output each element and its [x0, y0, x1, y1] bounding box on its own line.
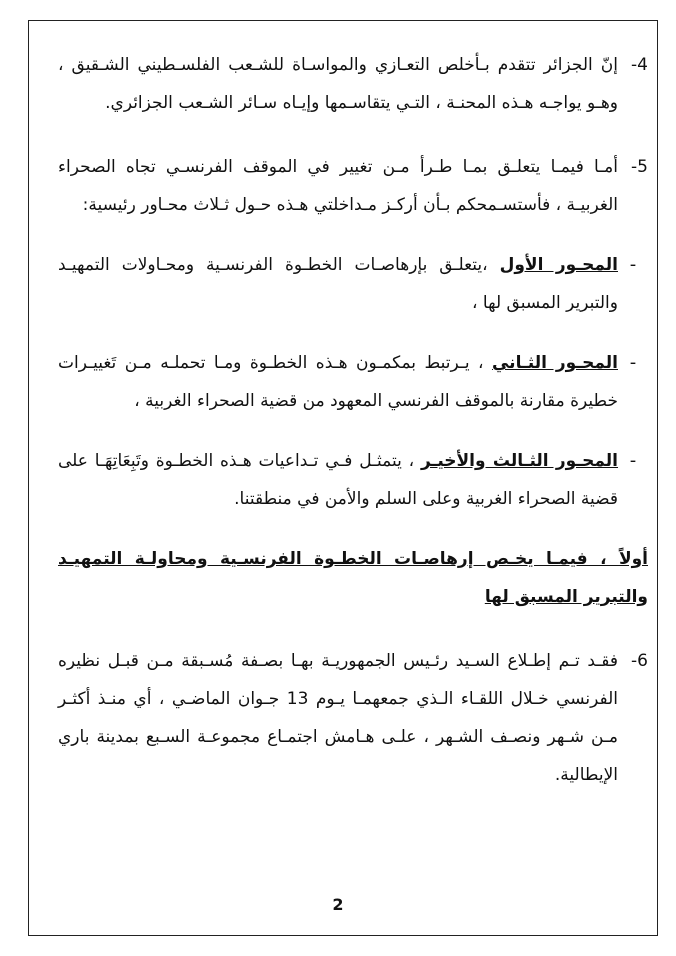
axis-label: المحـور الثـالث والأخيـر: [420, 451, 619, 471]
axis-label: المحـور الثـاني: [491, 353, 618, 373]
paragraph-number: -4: [631, 55, 648, 75]
axis-item-2: [58, 344, 648, 420]
paragraph-number: -5: [631, 157, 648, 177]
bullet-dash: -: [629, 254, 637, 275]
paragraph-text: فقـد تـم إطـلاع السـيد رئـيس الجمهوريـة بهـا بصـفة مُسـبقة مـن قبـل نظيره الفرنسي خـلال اللقـاء الـذي جمعهمـا يـوم 13 جـوان الماضـي ، أي منـذ أكثـر مـن شـهر ونصـف الشـهر ، علـى هـامش اجتمـاع مجموعـة السـبع بمدينة باري الإيطالية.: [58, 651, 618, 785]
axis-label: المحـور الأول: [499, 255, 618, 275]
bullet-dash: -: [629, 352, 637, 373]
paragraph-5: [58, 148, 648, 224]
axis-description: ، يـرتبط بمكمـون هـذه الخطـوة ومـا تحملـه مـن تَغييـرات خطيرة مقارنة بالموقف الفرنسي المعهود من قضية الصحراء الغربية ،: [58, 353, 618, 411]
document-body: [58, 46, 648, 794]
axis-description: ،يتعلـق بإرهاصـات الخطـوة الفرنسـية ومحـاولات التمهيـد والتبرير المسبق لها ،: [58, 255, 618, 313]
paragraph-6: [58, 642, 648, 794]
paragraph-text: إنّ الجزائر تتقدم بـأخلص التعـازي والمواسـاة للشـعب الفلسـطيني الشـقيق ، وهـو يواجـه هـذه المحنـة ، التـي يتقاسـمها وإيـاه سـائر الشـعب الجزائري.: [58, 55, 618, 113]
axis-text: [58, 442, 618, 518]
axis-text: [58, 246, 618, 322]
axis-description: ، يتمثـل فـي تـداعيات هـذه الخطـوة وتَبِعَاتِهَـا على قضية الصحراء الغربية وعلى السلم والأمن في منطقتنا.: [58, 451, 618, 509]
page-number: 2: [332, 895, 344, 914]
paragraph-4: [58, 46, 648, 122]
axis-item-1: [58, 246, 648, 322]
axis-item-3: [58, 442, 648, 518]
paragraph-number: -6: [631, 651, 648, 671]
bullet-dash: -: [629, 450, 637, 471]
paragraph-text: أمـا فيمـا يتعلـق بمـا طـرأ مـن تغيير في الموقف الفرنسـي تجاه الصحراء الغربيـة ، فأستسـمحكم بـأن أركـز مـداخلتي هـذه حـول ثـلاث محـاور رئيسية:: [58, 157, 618, 215]
section-heading: أولاً ، فيمـا يخـص إرهاصـات الخطـوة الفرنسـية ومحاولـة التمهيـد والتبرير المسبق لها: [58, 549, 648, 607]
axis-text: [58, 344, 618, 420]
